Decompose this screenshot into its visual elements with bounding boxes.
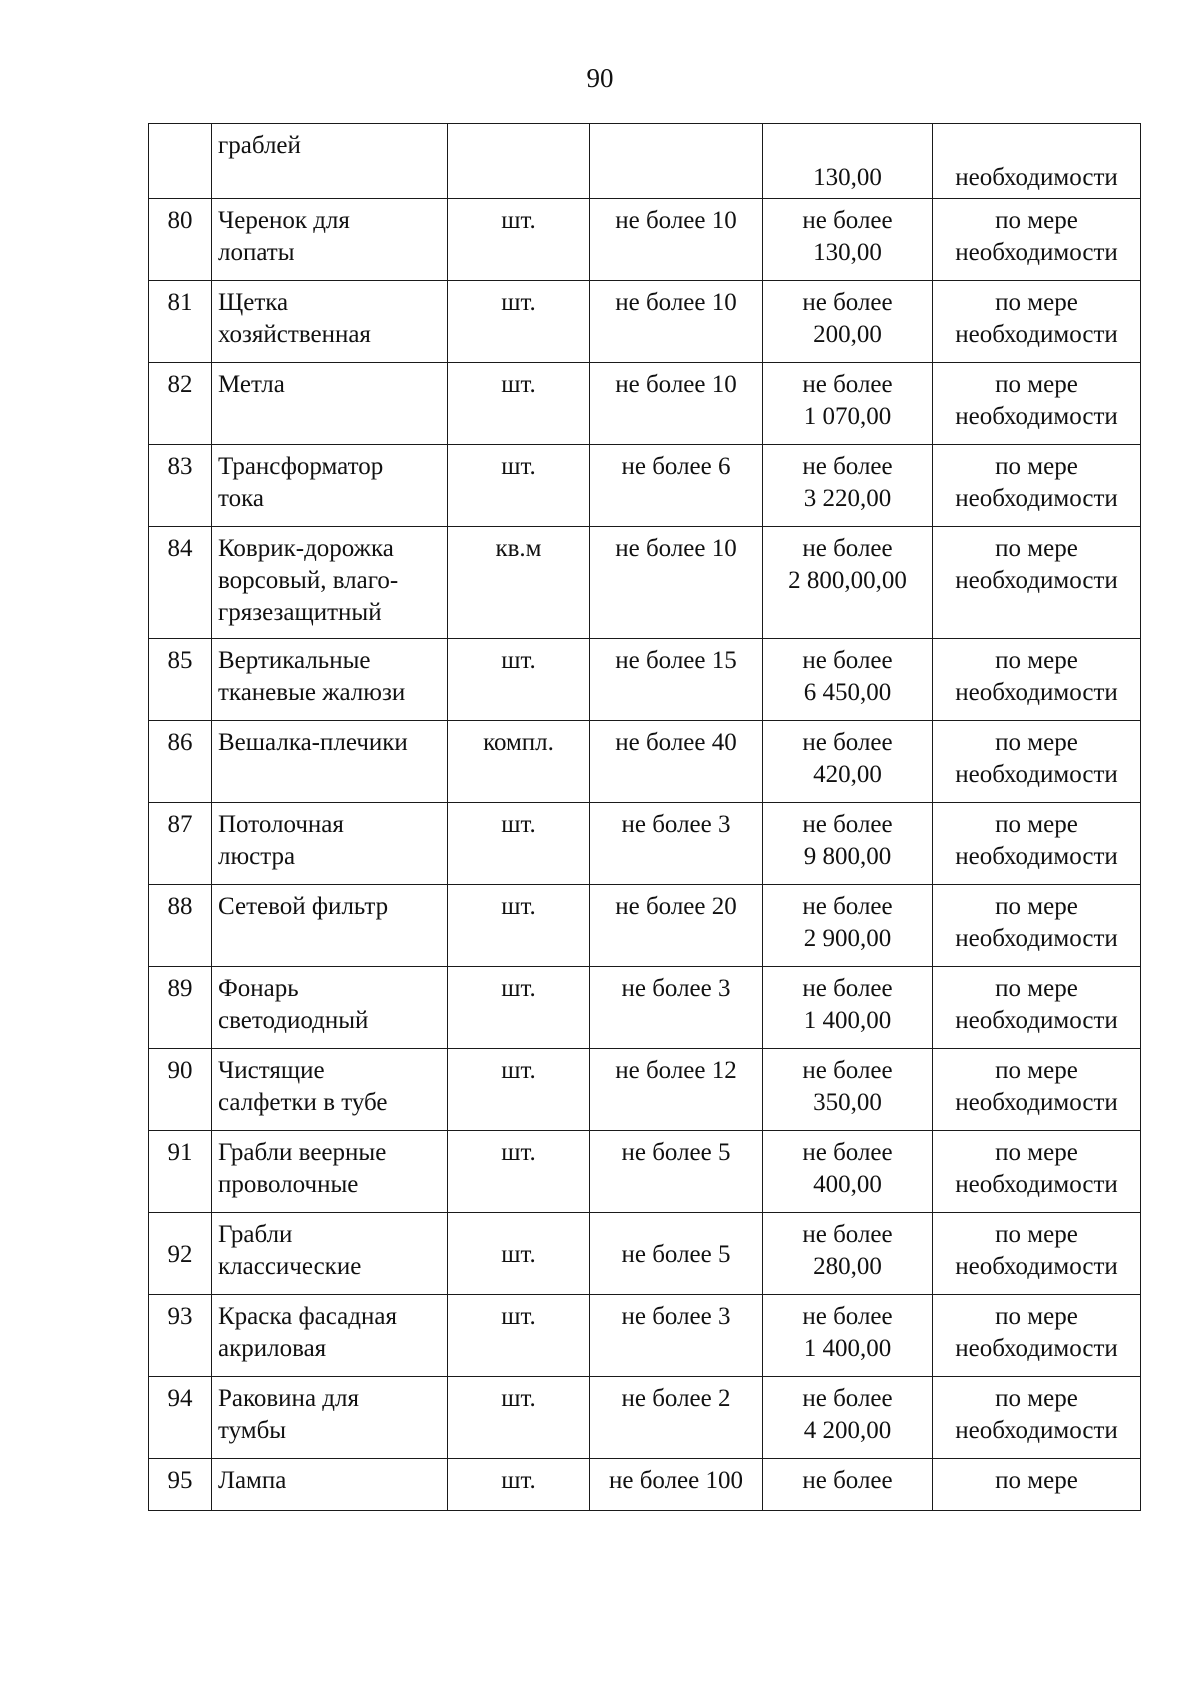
term-line: необходимости (955, 1171, 1118, 1198)
price-cell (763, 1131, 933, 1213)
item-name-cell (212, 721, 448, 803)
price-line: 280,00 (813, 1253, 882, 1280)
table-row (149, 639, 1141, 721)
item-name-line: Раковина для (218, 1385, 359, 1412)
row-number-cell (149, 803, 212, 885)
quantity-cell (590, 639, 763, 721)
quantity-text: не более 3 (621, 975, 731, 1002)
term-line: необходимости (955, 843, 1118, 870)
quantity-text: не более 5 (621, 1240, 731, 1268)
price-line: 130,00 (813, 239, 882, 266)
price-cell (763, 124, 933, 199)
price-line: 1 400,00 (803, 1007, 892, 1034)
item-name-line: Вешалка-плечики (218, 729, 408, 756)
unit-cell (448, 967, 590, 1049)
item-name-cell (212, 363, 448, 445)
term-line: необходимости (955, 761, 1118, 788)
quantity-cell (590, 885, 763, 967)
item-name-line: классические (218, 1253, 362, 1280)
table-row (149, 363, 1141, 445)
item-name-cell (212, 1049, 448, 1131)
table-row (149, 1049, 1141, 1131)
price-cell (763, 967, 933, 1049)
row-number-cell (149, 281, 212, 363)
term-line: по мере (995, 1139, 1078, 1166)
unit-text: шт. (501, 1139, 536, 1166)
term-line: по мере (995, 811, 1078, 838)
unit-cell (448, 445, 590, 527)
quantity-text: не более 3 (621, 811, 731, 838)
term-line: необходимости (955, 1417, 1118, 1444)
table-row (149, 967, 1141, 1049)
term-line: по мере (995, 975, 1078, 1002)
term-line: необходимости (955, 164, 1118, 191)
term-line: необходимости (955, 1335, 1118, 1362)
price-cell (763, 1049, 933, 1131)
term-cell (933, 527, 1141, 639)
row-number: 84 (167, 535, 193, 562)
item-name-line: люстра (218, 843, 296, 870)
row-number-cell (149, 1049, 212, 1131)
table-row (149, 721, 1141, 803)
term-line: необходимости (955, 567, 1118, 594)
term-line: по мере (995, 893, 1078, 920)
unit-text: шт. (501, 1467, 536, 1494)
row-number: 88 (167, 893, 193, 920)
row-number: 91 (167, 1139, 193, 1166)
price-cell (763, 803, 933, 885)
row-number: 83 (167, 453, 193, 480)
item-name-line: Вертикальные (218, 647, 371, 674)
price-line: 350,00 (813, 1089, 882, 1116)
quantity-cell (590, 445, 763, 527)
price-line: не более (802, 1467, 893, 1494)
row-number: 90 (167, 1057, 193, 1084)
term-cell (933, 721, 1141, 803)
item-name-cell (212, 445, 448, 527)
row-number: 93 (167, 1303, 193, 1330)
table-row (149, 527, 1141, 639)
term-cell (933, 1295, 1141, 1377)
term-cell (933, 199, 1141, 281)
price-line: не более (802, 289, 893, 316)
term-line: необходимости (955, 679, 1118, 706)
item-name-cell (212, 639, 448, 721)
price-cell (763, 445, 933, 527)
row-number: 94 (167, 1385, 193, 1412)
unit-cell (448, 885, 590, 967)
term-line: необходимости (955, 1253, 1118, 1280)
item-name-cell (212, 199, 448, 281)
price-line: не более (802, 811, 893, 838)
item-name-line: лопаты (218, 239, 295, 266)
row-number: 82 (167, 371, 193, 398)
quantity-text: не более 40 (615, 729, 737, 756)
table-row (149, 1213, 1141, 1295)
item-name-cell (212, 281, 448, 363)
term-cell (933, 639, 1141, 721)
item-name-line: Трансформатор (218, 453, 384, 480)
price-line: не более (802, 1385, 893, 1412)
item-name-line: хозяйственная (218, 321, 371, 348)
price-line: не более (802, 729, 893, 756)
price-cell (763, 363, 933, 445)
term-cell (933, 1131, 1141, 1213)
quantity-cell (590, 1213, 763, 1295)
quantity-text: не более 2 (621, 1385, 731, 1412)
quantity-text: не более 10 (615, 371, 737, 398)
price-line: не более (802, 1139, 893, 1166)
row-number-cell (149, 199, 212, 281)
quantity-cell (590, 527, 763, 639)
quantity-text: не более 3 (621, 1303, 731, 1330)
unit-cell (448, 1049, 590, 1131)
price-line: не более (802, 1221, 893, 1248)
row-number: 81 (167, 289, 193, 316)
price-line: 4 200,00 (803, 1417, 892, 1444)
price-line (769, 130, 926, 162)
price-line: не более (802, 535, 893, 562)
unit-cell (448, 199, 590, 281)
term-cell (933, 363, 1141, 445)
item-name-line: Чистящие (218, 1057, 325, 1084)
term-line: по мере (995, 1221, 1078, 1248)
row-number-cell (149, 885, 212, 967)
items-table (148, 123, 1141, 1511)
unit-text: шт. (501, 1057, 536, 1084)
item-name-line: салфетки в тубе (218, 1089, 388, 1116)
price-line: не более (802, 975, 893, 1002)
item-name-cell (212, 1295, 448, 1377)
quantity-text: не более 100 (608, 1467, 744, 1494)
term-line: по мере (995, 207, 1078, 234)
quantity-cell (590, 281, 763, 363)
row-number: 87 (167, 811, 193, 838)
quantity-cell (590, 967, 763, 1049)
price-cell (763, 721, 933, 803)
table-row (149, 199, 1141, 281)
item-name-cell (212, 1131, 448, 1213)
item-name-cell (212, 1377, 448, 1459)
term-line: необходимости (955, 925, 1118, 952)
unit-text: кв.м (495, 535, 542, 562)
unit-text: компл. (483, 729, 554, 756)
quantity-cell (590, 1295, 763, 1377)
row-number-cell (149, 1459, 212, 1511)
item-name-line: тока (218, 485, 264, 512)
price-cell (763, 281, 933, 363)
quantity-text: не более 6 (621, 453, 731, 480)
quantity-cell (590, 1459, 763, 1511)
item-name-line: Грабли (218, 1221, 293, 1248)
row-number-cell (149, 1377, 212, 1459)
item-name-line: Метла (218, 371, 285, 398)
row-number-cell (149, 445, 212, 527)
term-cell (933, 124, 1141, 199)
price-cell (763, 1295, 933, 1377)
term-line: по мере (995, 1303, 1078, 1330)
price-line: 1 070,00 (803, 403, 892, 430)
price-cell (763, 1213, 933, 1295)
row-number: 92 (167, 1240, 193, 1268)
row-number-cell (149, 1131, 212, 1213)
price-line: 2 900,00 (803, 925, 892, 952)
item-name-line: Фонарь (218, 975, 299, 1002)
table-row (149, 1377, 1141, 1459)
item-name-line: акриловая (218, 1335, 327, 1362)
unit-cell (448, 803, 590, 885)
price-line: 6 450,00 (803, 679, 892, 706)
item-name-cell (212, 967, 448, 1049)
table-row (149, 885, 1141, 967)
unit-cell (448, 281, 590, 363)
item-name-line: грязезащитный (218, 599, 382, 626)
item-name-cell (212, 885, 448, 967)
term-line (939, 130, 1134, 162)
row-number-cell (149, 124, 212, 199)
table-row (149, 1295, 1141, 1377)
item-name-line: ворсовый, влаго- (218, 567, 399, 594)
row-number: 86 (167, 729, 193, 756)
item-name-line: Потолочная (218, 811, 344, 838)
quantity-cell (590, 1131, 763, 1213)
item-name-line: Краска фасадная (218, 1303, 397, 1330)
item-name-line: граблей (218, 132, 301, 159)
table-row (149, 124, 1141, 199)
term-cell (933, 1459, 1141, 1511)
unit-cell (448, 721, 590, 803)
row-number: 95 (167, 1467, 193, 1494)
unit-text: шт. (501, 453, 536, 480)
unit-cell (448, 639, 590, 721)
term-cell (933, 1213, 1141, 1295)
price-line: 2 800,00,00 (788, 567, 907, 594)
term-line: необходимости (955, 321, 1118, 348)
item-name-cell (212, 527, 448, 639)
price-cell (763, 527, 933, 639)
unit-cell (448, 1213, 590, 1295)
term-cell (933, 885, 1141, 967)
price-line: 200,00 (813, 321, 882, 348)
unit-cell (448, 1377, 590, 1459)
item-name-cell (212, 803, 448, 885)
table-row (149, 1131, 1141, 1213)
quantity-cell (590, 363, 763, 445)
item-name-line: Лампа (218, 1467, 287, 1494)
term-cell (933, 281, 1141, 363)
price-line: не более (802, 647, 893, 674)
quantity-cell (590, 124, 763, 199)
quantity-cell (590, 721, 763, 803)
unit-cell (448, 363, 590, 445)
row-number-cell (149, 967, 212, 1049)
price-line: не более (802, 371, 893, 398)
term-line: необходимости (955, 403, 1118, 430)
unit-text: шт. (501, 1385, 536, 1412)
unit-text: шт. (501, 1240, 536, 1268)
term-line: необходимости (955, 485, 1118, 512)
price-line: не более (802, 893, 893, 920)
term-cell (933, 445, 1141, 527)
item-name-cell (212, 1213, 448, 1295)
row-number-cell (149, 721, 212, 803)
price-cell (763, 885, 933, 967)
item-name-line: тканевые жалюзи (218, 679, 406, 706)
table-row (149, 445, 1141, 527)
quantity-cell (590, 199, 763, 281)
item-name-line: Сетевой фильтр (218, 893, 389, 920)
unit-cell (448, 124, 590, 199)
unit-text: шт. (501, 811, 536, 838)
item-name-line: проволочные (218, 1171, 359, 1198)
term-line: по мере (995, 371, 1078, 398)
items-table-body (149, 124, 1141, 1511)
quantity-text: не более 15 (615, 647, 737, 674)
price-line: 1 400,00 (803, 1335, 892, 1362)
item-name-line: Черенок для (218, 207, 350, 234)
quantity-text: не более 10 (615, 289, 737, 316)
price-line: 400,00 (813, 1171, 882, 1198)
quantity-text: не более 20 (615, 893, 737, 920)
term-cell (933, 803, 1141, 885)
price-line: не более (802, 453, 893, 480)
price-line: 420,00 (813, 761, 882, 788)
price-line: 9 800,00 (803, 843, 892, 870)
term-line: по мере (995, 1467, 1078, 1494)
unit-cell (448, 1131, 590, 1213)
term-line: по мере (995, 729, 1078, 756)
row-number: 89 (167, 975, 193, 1002)
quantity-cell (590, 803, 763, 885)
price-cell (763, 1377, 933, 1459)
item-name-line: Коврик-дорожка (218, 535, 394, 562)
row-number: 85 (167, 647, 193, 674)
term-line: по мере (995, 1385, 1078, 1412)
term-cell (933, 1049, 1141, 1131)
row-number-cell (149, 1295, 212, 1377)
unit-cell (448, 1459, 590, 1511)
term-cell (933, 967, 1141, 1049)
table-row (149, 803, 1141, 885)
row-number-cell (149, 1213, 212, 1295)
term-line: по мере (995, 289, 1078, 316)
unit-text: шт. (501, 975, 536, 1002)
price-line: 130,00 (813, 164, 882, 191)
quantity-text: не более 10 (615, 207, 737, 234)
price-line: не более (802, 207, 893, 234)
row-number-cell (149, 639, 212, 721)
table-row (149, 281, 1141, 363)
row-number-cell (149, 363, 212, 445)
price-cell (763, 1459, 933, 1511)
term-line: необходимости (955, 1007, 1118, 1034)
term-cell (933, 1377, 1141, 1459)
row-number: 80 (167, 207, 193, 234)
table-row (149, 1459, 1141, 1511)
item-name-cell (212, 1459, 448, 1511)
item-name-line: Грабли веерные (218, 1139, 387, 1166)
quantity-cell (590, 1049, 763, 1131)
unit-text: шт. (501, 647, 536, 674)
term-line: необходимости (955, 1089, 1118, 1116)
quantity-cell (590, 1377, 763, 1459)
term-line: по мере (995, 453, 1078, 480)
unit-text: шт. (501, 371, 536, 398)
price-line: не более (802, 1057, 893, 1084)
price-line: не более (802, 1303, 893, 1330)
unit-text: шт. (501, 207, 536, 234)
term-line: по мере (995, 535, 1078, 562)
quantity-text: не более 12 (615, 1057, 737, 1084)
row-number-cell (149, 527, 212, 639)
quantity-text: не более 10 (615, 535, 737, 562)
unit-cell (448, 527, 590, 639)
unit-text: шт. (501, 893, 536, 920)
unit-text: шт. (501, 289, 536, 316)
item-name-cell (212, 124, 448, 199)
item-name-line: Щетка (218, 289, 289, 316)
unit-text: шт. (501, 1303, 536, 1330)
page-number: 90 (586, 63, 614, 93)
item-name-line: светодиодный (218, 1007, 369, 1034)
quantity-text: не более 5 (621, 1139, 731, 1166)
unit-cell (448, 1295, 590, 1377)
price-cell (763, 199, 933, 281)
term-line: необходимости (955, 239, 1118, 266)
term-line: по мере (995, 647, 1078, 674)
item-name-line: тумбы (218, 1417, 287, 1444)
term-line: по мере (995, 1057, 1078, 1084)
price-cell (763, 639, 933, 721)
price-line: 3 220,00 (803, 485, 892, 512)
